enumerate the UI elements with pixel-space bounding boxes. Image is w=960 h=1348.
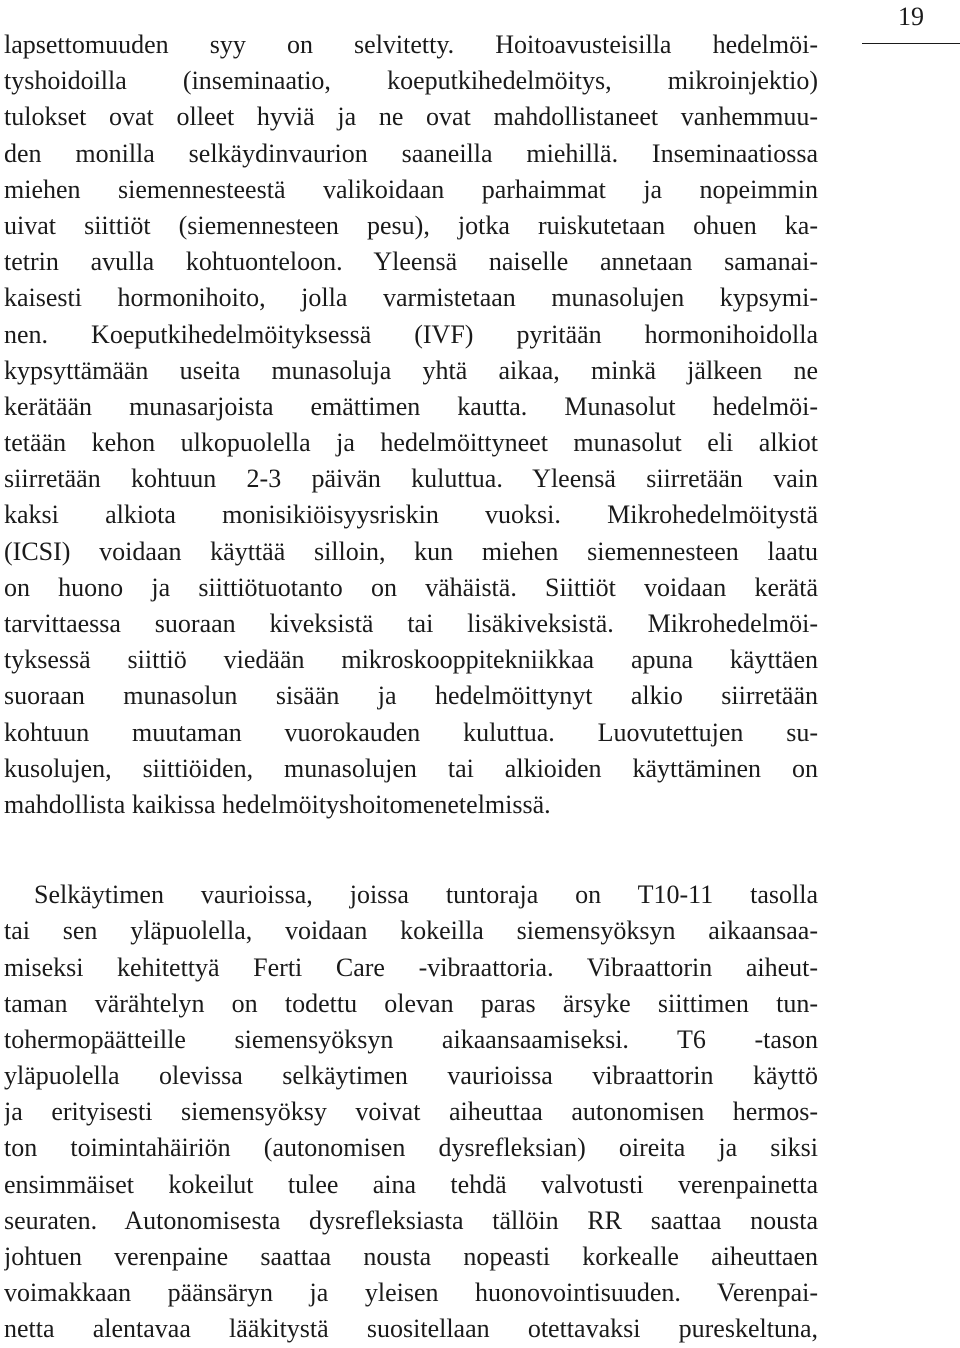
text-line: tyshoidoilla (inseminaatio, koeputkihedelmöitys, mikroinjektio) [4, 66, 818, 96]
text-line: ensimmäiset kokeilut tulee aina tehdä valvotusti verenpainetta [4, 1169, 818, 1199]
text-line: suoraan munasolun sisään ja hedelmöittynyt alkio siirretään [4, 681, 818, 711]
text-line: uivat siittiöt (siemennesteen pesu), jotka ruiskutetaan ohuen ka- [4, 210, 818, 240]
text-line: on huono ja siittiötuotanto on vähäistä. Siittiöt voidaan kerätä [4, 572, 818, 602]
text-line: miseksi kehitettyä Ferti Care -vibraattoria. Vibraattorin aiheut- [4, 952, 818, 982]
text-line: kaksi alkiota monisikiöisyysriskin vuoksi. Mikrohedelmöitystä [4, 500, 818, 530]
text-line: tarvittaessa suoraan kiveksistä tai lisäkiveksistä. Mikrohedelmöi- [4, 609, 818, 638]
text-line: siirretään kohtuun 2-3 päivän kuluttua. Yleensä siirretään vain [4, 464, 818, 494]
text-line: ja erityisesti siemensyöksy voivat aiheuttaa autonomisen hermos- [4, 1097, 818, 1127]
text-line: kohtuun muutaman vuorokauden kuluttua. Luovutettujen su- [4, 717, 818, 747]
text-line: tetrin avulla kohtuonteloon. Yleensä naiselle annetaan samanai- [4, 247, 818, 277]
text-line: (ICSI) voidaan käyttää silloin, kun miehen siemennesteen laatu [4, 536, 818, 566]
text-line: kypsyttämään useita munasoluja yhtä aikaa, minkä jälkeen ne [4, 355, 818, 385]
text-line: ton toimintahäiriön (autonomisen dysrefleksian) oireita ja siksi [4, 1133, 818, 1163]
text-line: johtuen verenpaine saattaa nousta nopeasti korkealle aiheuttaen [4, 1242, 818, 1271]
text-line: yläpuolella olevissa selkäytimen vaurioissa vibraattorin käyttö [4, 1061, 818, 1091]
text-line: den monilla selkäydinvaurion saaneilla miehillä. Inseminaatiossa [4, 138, 818, 168]
text-line: miehen siemennesteestä valikoidaan parhaimmat ja nopeimmin [4, 174, 818, 204]
text-line: kaisesti hormonihoito, jolla varmistetaan munasolujen kypsymi- [4, 283, 818, 313]
text-line: tetään kehon ulkopuolella ja hedelmöittyneet munasolut eli alkiot [4, 428, 818, 458]
text-line: mahdollista kaikissa hedelmöityshoitomenetelmissä. [4, 789, 551, 819]
text-line: kusolujen, siittiöiden, munasolujen tai alkioiden käyttäminen on [4, 753, 818, 783]
body-text [4, 27, 818, 1348]
text-line: Selkäytimen vaurioissa, joissa tuntoraja on T10-11 tasolla [34, 880, 818, 910]
text-line: taman värähtelyn on todettu olevan paras ärsyke siittimen tun- [4, 988, 818, 1018]
page-number: 19 [898, 2, 924, 31]
text-line: tai sen yläpuolella, voidaan kokeilla siemensyöksyn aikaansaa- [4, 916, 818, 946]
text-line: netta alentavaa lääkitystä suositellaan otettavaksi pureskeltuna, [4, 1314, 818, 1344]
text-line: nen. Koeputkihedelmöityksessä (IVF) pyritään hormonihoidolla [4, 319, 818, 349]
text-line: tohermopäätteille siemensyöksyn aikaansaamiseksi. T6 -tason [4, 1024, 818, 1054]
paragraph-vibrator-treatment [4, 877, 818, 1347]
paragraph-fertility-treatments [4, 27, 818, 823]
text-line: voimakkaan päänsäryn ja yleisen huonovointisuuden. Verenpai- [4, 1278, 818, 1308]
text-line: kerätään munasarjoista emättimen kautta. Munasolut hedelmöi- [4, 391, 818, 421]
text-line: seuraten. Autonomisesta dysrefleksiasta tällöin RR saattaa nousta [4, 1205, 818, 1235]
paragraph-spacer [4, 823, 818, 877]
text-line: tyksessä siittiö viedään mikroskooppitekniikkaa apuna käyttäen [4, 645, 818, 675]
page-number-rule [862, 43, 960, 44]
text-line: tulokset ovat olleet hyviä ja ne ovat mahdollistaneet vanhemmuu- [4, 102, 818, 132]
text-line: lapsettomuuden syy on selvitetty. Hoitoavusteisilla hedelmöi- [4, 30, 818, 59]
